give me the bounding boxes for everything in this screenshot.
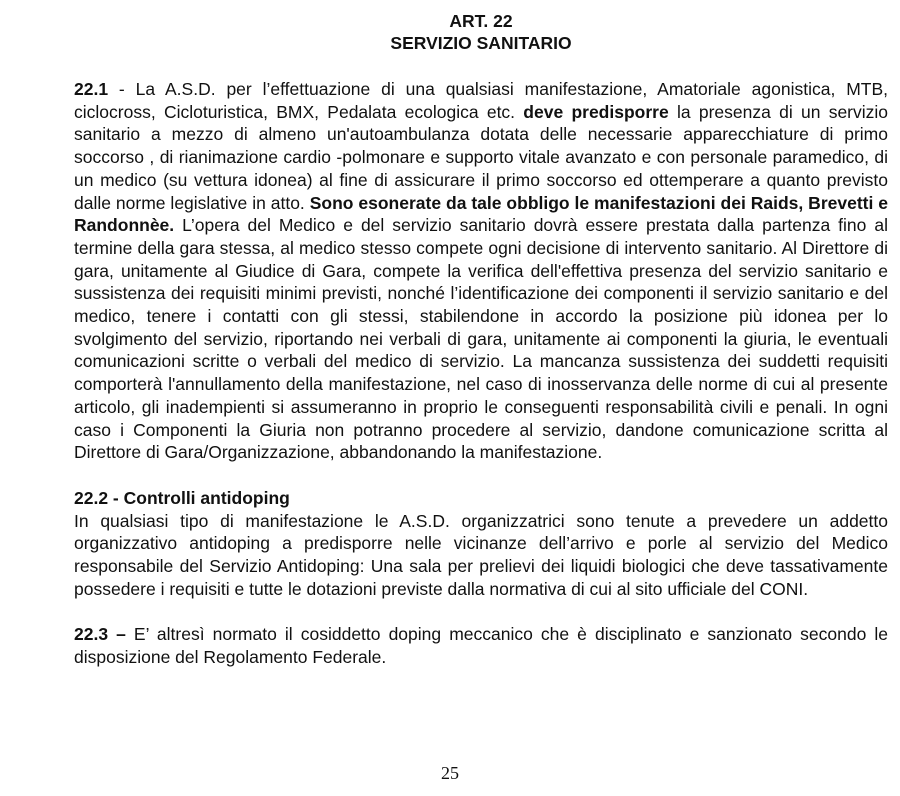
paragraph-22-1-text-b: la presenza di un servizio sanitario a mezzo di almeno un'autoambulanza dotata delle necessarie apparecchiature di primo soccorso , di rianimazione cardio -polmonare e supporto vitale avanzato e con personale paramedico, di un medico (su vettura idonea) al fine di assicurare il primo soccorso ed ottemperare a quanto previsto dalle norme legislative in atto. xyxy=(74,101,889,213)
paragraph-22-1-text-c: L’opera del Medico e del servizio sanitario dovrà essere prestata dalla partenza fino al termine della gara stessa, al medico stesso compete ogni decisione di intervento sanitario. Al Direttore di gara, unitamente al Giudice di Gara, compete la verifica dell'effettiva presenza del servizio sanitario e sussistenza dei requisiti minimi previsti, nonché l’identificazione dei componenti il servizio sanitario e del medico, tenere i contatti con gli stessi, stabilendone in accordo la posizione più idonea per lo svolgimento del servizio, riportando nei verbali di gara, unitamente ai componenti la giuria, le eventuali comunicazioni scritte o verbali del medico di servizio. La mancanza sussistenza dei suddetti requisiti comporterà l'annullamento della manifestazione, nel caso di inosservanza delle norme di cui al presente articolo, gli inadempienti si assumeranno in proprio le conseguenti responsabilità civili e penali. In ogni caso i Componenti la Giuria non potranno procedere al servizio, dandone comunicazione scritta al Direttore di Gara/Organizzazione, abbandonando la manifestazione. xyxy=(74,215,888,463)
article-number: ART. 22 xyxy=(449,11,513,31)
paragraph-22-1-bold-a: deve predisporre xyxy=(523,101,669,122)
section-label-22-1: 22.1 xyxy=(74,79,109,99)
document-page xyxy=(74,10,888,669)
paragraph-22-3-text: E’ altresì normato il cosiddetto doping meccanico che è disciplinato e sanzionato secondo le disposizione del Regolamento Federale. xyxy=(74,624,888,668)
section-label-22-3: 22.3 – xyxy=(74,624,126,645)
paragraph-22-2: In qualsiasi tipo di manifestazione le A.S.D. organizzatrici sono tenute a prevedere un addetto organizzativo antidoping a predisporre nelle vicinanze dell’arrivo e porle al servizio del Medico responsabile del Servizio Antidoping: Una sala per prelievi dei liquidi biologici che deve tassativamente possedere i requisiti e tutte le dotazioni previste dalla normativa di cui al sito ufficiale del CONI. xyxy=(74,510,888,599)
paragraph-22-1-bold-b: Sono esonerate da tale obbligo le manifestazioni dei Raids, Brevetti e Randonnèe. xyxy=(74,192,889,236)
section-heading-22-2: 22.2 - Controlli antidoping xyxy=(74,487,290,508)
paragraph-22-3 xyxy=(74,623,888,668)
page-number: 25 xyxy=(441,763,459,783)
paragraph-22-1-text-a: - La A.S.D. per l’effettuazione di una qualsiasi manifestazione, Amatoriale agonistica, MTB, ciclocross, Cicloturistica, BMX, Pedalata ecologica etc. xyxy=(74,79,888,122)
article-title: SERVIZIO SANITARIO xyxy=(390,33,572,53)
paragraph-22-1 xyxy=(74,78,888,464)
